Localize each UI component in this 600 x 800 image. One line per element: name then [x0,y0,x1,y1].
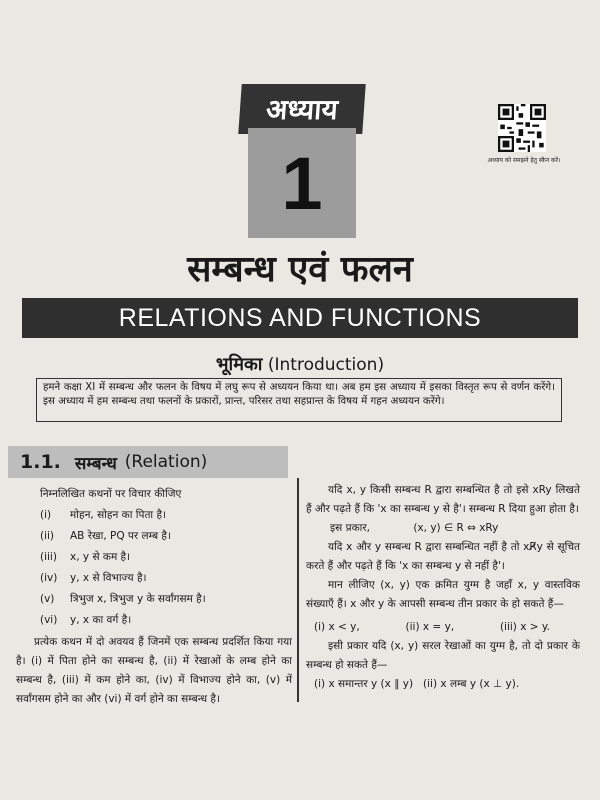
section-heading [8,446,288,478]
list-item: (ii) AB रेखा, PQ पर लम्ब है। [40,530,171,542]
line-relations [314,675,580,694]
chapter-number: 1 [281,141,323,225]
list-item: (iv) y, x से विभाज्य है। [40,572,147,584]
ordered-pair-paragraph: मान लीजिए (x, y) एक क्रमित युग्म है जहाँ x, y वास्तविक संख्याएँ हैं। x और y के आपसी सम्बन्ध तीन प्रकार के हो सकते हैं— [306,579,580,610]
relation-cases [314,618,550,637]
intro-heading-english: (Introduction) [267,355,385,375]
qr-caption: अध्याय को समझने हेतु स्कैन करें। [487,157,561,164]
line-relation-item: (i) x समान्तर y (x ∥ y) [314,678,414,690]
list-item: (vi) y, x का वर्ग है। [40,614,132,626]
left-column [16,484,292,709]
section-title-english: (Relation) [124,452,208,472]
line-relation-item: (ii) x लम्ब y (x ⊥ y). [423,678,520,690]
section-number: 1.1. [20,451,61,473]
chapter-title-hindi: सम्बन्ध एवं फलन [187,249,413,290]
chapter-title-english: RELATIONS AND FUNCTIONS [22,298,578,338]
intro-heading-hindi: भूमिका [215,354,263,375]
qr-code-icon[interactable] [498,104,546,152]
explanation-paragraph: प्रत्येक कथन में दो अवयव हैं जिनमें एक सम्बन्ध प्रदर्शित किया गया है। (i) में पिता होने का सम्बन्ध है, (ii) में रेखाओं के लम्ब होने का सम्बन्ध है, (iii) में कम होने का, (iv) में विभाज्य होने का, (v) में सर्वांगसम होने का और (vi) में वर्ग होने का सम्बन्ध है। [16,636,292,705]
lines-paragraph: इसी प्रकार यदि (x, y) सरल रेखाओं का युग्म है, तो दो प्रकार के सम्बन्ध हो सकते हैं— [306,640,580,671]
intro-text: हमने कक्षा XI में सम्बन्ध और फलन के विषय में लघु रूप से अध्ययन किया था। अब हम इस अध्याय में इसका विस्तृत रूप से वर्णन करेंगे। इस अध्याय में हम सम्बन्ध तथा फलनों के प्रकारों, प्रान्त, परिसर तथा सहप्रान्त के विषय में गहन अध्ययन करेंगे। [36,378,562,422]
list-item: (i) मोहन, सोहन का पिता है। [40,509,167,521]
case-item: (iii) x > y. [499,621,550,633]
chapter-label: अध्याय [238,84,365,134]
case-item: (ii) x = y, [405,621,455,633]
statements-lead: निम्नलिखित कथनों पर विचार कीजिए [40,488,182,500]
not-related-paragraph: यदि x और y सम्बन्ध R द्वारा सम्बन्धित नहीं है तो xR̸y से सूचित करते हैं और पढ़ते हैं कि 'x का सम्बन्ध y से नहीं है'। [306,541,580,572]
list-item: (v) त्रिभुज x, त्रिभुज y के सर्वांगसम है। [40,593,206,605]
section-title-hindi: सम्बन्ध [74,453,117,474]
right-column [306,481,580,694]
column-divider [297,478,299,702]
intro-heading [0,352,600,376]
case-item: (i) x < y, [314,621,360,633]
chapter-number-box [248,128,356,238]
relation-definition: यदि x, y किसी सम्बन्ध R द्वारा सम्बन्धित है तो इसे xRy लिखते हैं और पढ़ते हैं कि 'x का सम्बन्ध y से है'। सम्बन्ध R दिया हुआ होता है। [306,484,580,515]
list-item: (iii) x, y से कम है। [40,551,131,563]
relation-equivalence: इस प्रकार, (x, y) ∈ R ⇔ xRy [330,522,499,534]
